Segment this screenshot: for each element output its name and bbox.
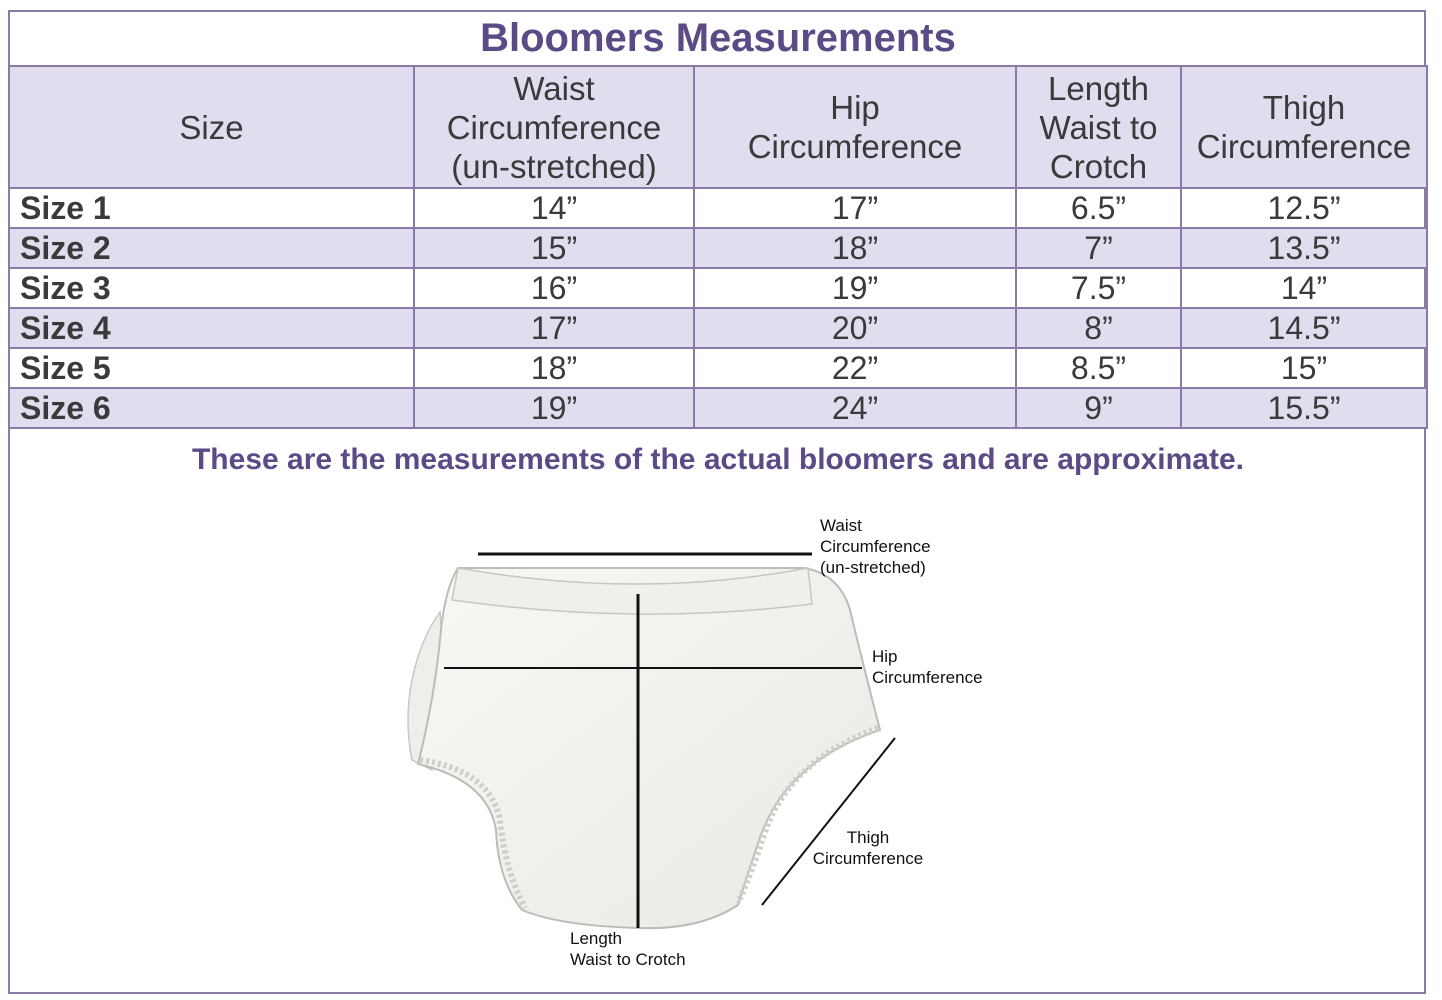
size-cell: Size 4 <box>9 308 414 348</box>
waist-cell: 19” <box>414 388 694 428</box>
size-cell: Size 5 <box>9 348 414 388</box>
diagram-thigh-label: Thigh Circumference <box>812 828 924 868</box>
thigh-cell: 13.5” <box>1181 228 1427 268</box>
length-cell: 6.5” <box>1016 188 1181 228</box>
waist-cell: 17” <box>414 308 694 348</box>
header-waist: Waist Circumference (un-stretched) <box>414 66 694 188</box>
size-cell: Size 1 <box>9 188 414 228</box>
thigh-cell: 14” <box>1181 268 1427 308</box>
diagram-hip-label: Hip Circumference <box>872 647 983 687</box>
page-title: Bloomers Measurements <box>480 16 956 60</box>
thigh-cell: 12.5” <box>1181 188 1427 228</box>
size-cell: Size 3 <box>9 268 414 308</box>
header-length: Length Waist to Crotch <box>1016 66 1181 188</box>
thigh-cell: 14.5” <box>1181 308 1427 348</box>
hip-cell: 24” <box>694 388 1016 428</box>
thigh-cell: 15” <box>1181 348 1427 388</box>
waist-cell: 15” <box>414 228 694 268</box>
hip-cell: 18” <box>694 228 1016 268</box>
header-hip: Hip Circumference <box>694 66 1016 188</box>
hip-cell: 22” <box>694 348 1016 388</box>
waist-cell: 18” <box>414 348 694 388</box>
waist-cell: 16” <box>414 268 694 308</box>
approximate-note: These are the measurements of the actual bloomers and are approximate. <box>191 443 1245 476</box>
length-cell: 7.5” <box>1016 268 1181 308</box>
diagram-waist-label: Waist Circumference (un-stretched) <box>820 516 931 577</box>
size-cell: Size 2 <box>9 228 414 268</box>
length-cell: 8.5” <box>1016 348 1181 388</box>
header-thigh: Thigh Circumference <box>1181 66 1427 188</box>
size-cell: Size 6 <box>9 388 414 428</box>
diagram-length-label: Length Waist to Crotch <box>570 929 686 969</box>
length-cell: 9” <box>1016 388 1181 428</box>
hip-cell: 17” <box>694 188 1016 228</box>
hip-cell: 19” <box>694 268 1016 308</box>
length-cell: 7” <box>1016 228 1181 268</box>
bloomers-illustration <box>418 568 880 928</box>
thigh-cell: 15.5” <box>1181 388 1427 428</box>
header-size: Size <box>9 66 414 188</box>
hip-cell: 20” <box>694 308 1016 348</box>
length-cell: 8” <box>1016 308 1181 348</box>
waist-cell: 14” <box>414 188 694 228</box>
